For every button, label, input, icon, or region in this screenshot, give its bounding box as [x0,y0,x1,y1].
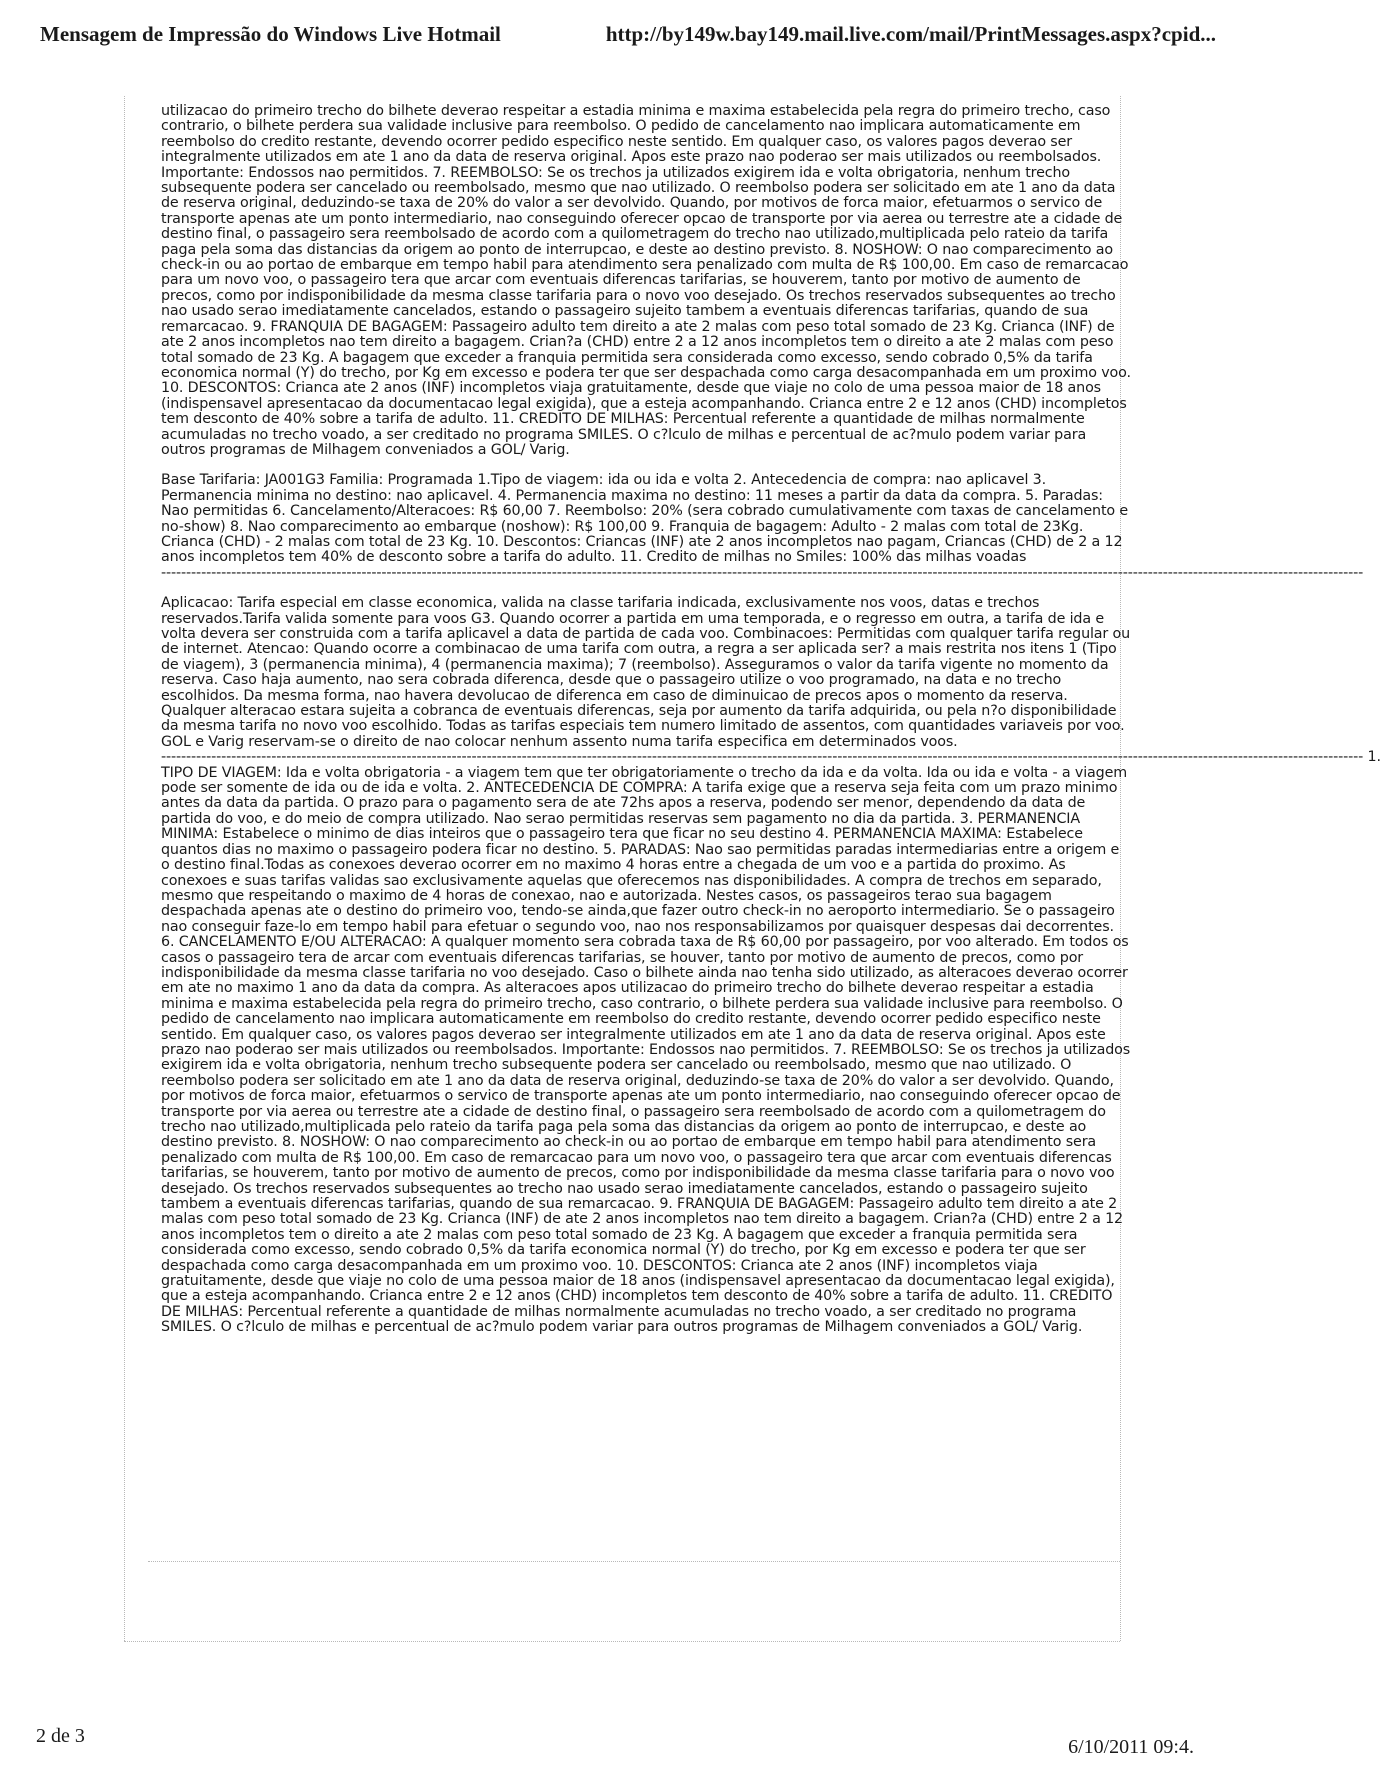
fare-application-text: Aplicacao: Tarifa especial em classe economica, valida na classe tarifaria indicada, exclusivamente nos voos, datas e trechos reservados.Tarifa valida somente para voos G3. Quando ocorrer a partida em uma temporada, e o regresso em outra, a tarifa de ida e volta devera ser construida com a tarifa aplicavel a data de partida de cada voo. Combinacoes: Permitidas com qualquer tarifa regular ou de internet. Atencao: Quando ocorre a combinacao de uma tarifa com outra, a regra a ser aplicada ser? a mais restrita nos itens 1 (Tipo de viagem), 3 (permanencia minima), 4 (permanencia maxima); 7 (reembolso). Asseguramos o valor da tarifa vigente no momento da reserva. Caso haja aumento, nao sera cobrada diferenca, desde que o passageiro utilize o voo programado, na data e no trecho escolhidos. Da mesma forma, nao havera devolucao de diferenca em caso de diminuicao de precos apos o momento da reserva. Qualquer alteracao estara sujeita a cobranca de eventuais diferencas, seja por aumento da tarifa adquirida, ou pela n?o disponibilidade da mesma tarifa no novo voo escolhido. Todas as tarifas especiais tem numero limitado de assentos, com quantidades variaveis por voo. GOL e Varig reservam-se o direito de nao colocar nenhum assento numa tarifa especifica em determinados voos. [161,595,1131,750]
print-header-url: http://by149w.bay149.mail.live.com/mail/PrintMessages.aspx?cpid... [605,22,1216,46]
separator-line-numbered [161,749,1381,766]
message-body [161,103,1381,1336]
fare-rules-full-text: TIPO DE VIAGEM: Ida e volta obrigatoria - a viagem tem que ter obrigatoriamente o trecho da ida e da volta. Ida ou ida e volta - a viagem pode ser somente de ida ou de ida e volta. 2. ANTECEDENCIA DE COMPRA: A tarifa exige que a reserva seja feita com um prazo minimo antes da data da partida. O prazo para o pagamento sera de ate 72hs apos a reserva, podendo ser menor, dependendo da data de partida do voo, e do meio de compra utilizado. Nao serao permitidas reservas sem pagamento no dia da partida. 3. PERMANENCIA MINIMA: Estabelece o minimo de dias inteiros que o passageiro tera que ficar no seu destino 4. PERMANENCIA MAXIMA: Estabelece quantos dias no maximo o passageiro podera ficar no destino. 5. PARADAS: Nao sao permitidas paradas intermediarias entre a origem e o destino final.Todas as conexoes deverao ocorrer em no maximo 4 horas entre a chegada de um voo e a partida do proximo. As conexoes e suas tarifas validas sao exclusivamente aquelas que oferecemos nas disponibilidades. A compra de trechos em separado, mesmo que respeitando o maximo de 4 horas de conexao, nao e autorizada. Nestes casos, os passageiros terao sua bagagem despachada apenas ate o destino do primeiro voo, tendo-se ainda,que fazer outro check-in no aeroporto intermediario. Se o passageiro nao conseguir faze-lo em tempo habil para efetuar o segundo voo, nao nos responsabilizamos por quaisquer despesas dai decorrentes. 6. CANCELAMENTO E/OU ALTERACAO: A qualquer momento sera cobrada taxa de R$ 60,00 por passageiro, por voo alterado. Em todos os casos o passageiro tera de arcar com eventuais diferencas tarifarias, se houver, tanto por motivo de aumento de precos, como por indisponibilidade da mesma classe tarifaria no voo desejado. Caso o bilhete ainda nao tenha sido utilizado, as alteracoes deverao ocorrer em ate no maximo 1 ano da data da compra. As alteracoes apos utilizacao do primeiro trecho do bilhete deverao respeitar a estadia minima e maxima estabelecida pela regra do primeiro trecho, caso contrario, o bilhete perdera sua validade inclusive para reembolso. O pedido de cancelamento nao implicara automaticamente em reembolso do credito restante, devendo ocorrer pedido especifico neste sentido. Em qualquer caso, os valores pagos deverao ser integralmente utilizados em ate 1 ano da data de reserva original. Apos este prazo nao poderao ser mais utilizados ou reembolsados. Importante: Endossos nao permitidos. 7. REEMBOLSO: Se os trechos ja utilizados exigirem ida e volta obrigatoria, nenhum trecho subsequente podera ser cancelado ou reembolsado, mesmo que nao utilizado. O reembolso podera ser solicitado em ate 1 ano da data de reserva original, deduzindo-se taxa de 20% do valor a ser devolvido. Quando, por motivos de forca maior, efetuarmos o servico de transporte apenas ate um ponto intermediario, nao conseguindo oferecer opcao de transporte por via aerea ou terrestre ate a cidade de destino final, o passageiro sera reembolsado de acordo com a quilometragem do trecho nao utilizado,multiplicada pelo rateio da tarifa paga pela soma das distancias da origem ao ponto de interrupcao, e deste ao destino previsto. 8. NOSHOW: O nao comparecimento ao check-in ou ao portao de embarque em tempo habil para atendimento sera penalizado com multa de R$ 100,00. Em caso de remarcacao para um novo voo, o passageiro tera que arcar com eventuais diferencas tarifarias, se houverem, tanto por motivo de aumento de precos, como por indisponibilidade da mesma classe tarifaria para o novo voo desejado. Os trechos reservados subsequentes ao trecho nao usado serao imediatamente cancelados, estando o passageiro sujeito tambem a eventuais diferencas tarifarias, quando de sua remarcacao. 9. FRANQUIA DE BAGAGEM: Passageiro adulto tem direito a ate 2 malas com peso total somado de 23 Kg. Crianca (INF) de ate 2 anos incompletos nao tem direito a bagagem. Crian?a (CHD) entre 2 a 12 anos incompletos tem o direito a ate 2 malas com peso total somado de 23 Kg. A bagagem que exceder a franquia permitida sera considerada como excesso, sendo cobrado 0,5% da tarifa economica normal (Y) do trecho, por Kg em excesso e podera ter que ser despachada como carga desacompanhada em um proximo voo. 10. DESCONTOS: Crianca ate 2 anos (INF) incompletos viaja gratuitamente, desde que viaje no colo de uma pessoa maior de 18 anos (indispensavel apresentacao da documentacao legal exigida), que a esteja acompanhando. Crianca entre 2 e 12 anos (CHD) incompletos tem desconto de 40% sobre a tarifa de adulto. 11. CREDITO DE MILHAS: Percentual referente a quantidade de milhas normalmente acumuladas no trecho voado, a ser creditado no programa SMILES. O c?lculo de milhas e percentual de ac?mulo podem variar para outros programas de Milhagem conveniados a GOL/ Varig. [161,764,1131,1336]
fare-rules-continued: utilizacao do primeiro trecho do bilhete deverao respeitar a estadia minima e maxima estabelecida pela regra do primeiro trecho, caso contrario, o bilhete perdera sua validade inclusive para reembolso. O pedido de cancelamento nao implicara automaticamente em reembolso do credito restante, devendo ocorrer pedido especifico neste sentido. Em qualquer caso, os valores pagos deverao ser integralmente utilizados em ate 1 ano da data de reserva original. Apos este prazo nao poderao ser mais utilizados ou reembolsados. Importante: Endossos nao permitidos. 7. REEMBOLSO: Se os trechos ja utilizados exigirem ida e volta obrigatoria, nenhum trecho subsequente podera ser cancelado ou reembolsado, mesmo que nao utilizado. O reembolso podera ser solicitado em ate 1 ano da data de reserva original, deduzindo-se taxa de 20% do valor a ser devolvido. Quando, por motivos de forca maior, efetuarmos o servico de transporte apenas ate um ponto intermediario, nao conseguindo oferecer opcao de transporte por via aerea ou terrestre ate a cidade de destino final, o passageiro sera reembolsado de acordo com a quilometragem do trecho nao utilizado,multiplicada pelo rateio da tarifa paga pela soma das distancias da origem ao ponto de interrupcao, e deste ao destino previsto. 8. NOSHOW: O nao comparecimento ao check-in ou ao portao de embarque em tempo habil para atendimento sera penalizado com multa de R$ 100,00. Em caso de remarcacao para um novo voo, o passageiro tera que arcar com eventuais diferencas tarifarias, se houverem, tanto por motivo de aumento de precos, como por indisponibilidade da mesma classe tarifaria para o novo voo desejado. Os trechos reservados subsequentes ao trecho nao usado serao imediatamente cancelados, estando o passageiro sujeito tambem a eventuais diferencas tarifarias, quando de sua remarcacao. 9. FRANQUIA DE BAGAGEM: Passageiro adulto tem direito a ate 2 malas com peso total somado de 23 Kg. Crianca (INF) de ate 2 anos incompletos nao tem direito a bagagem. Crian?a (CHD) entre 2 a 12 anos incompletos tem o direito a ate 2 malas com peso total somado de 23 Kg. A bagagem que exceder a franquia permitida sera considerada como excesso, sendo cobrado 0,5% da tarifa economica normal (Y) do trecho, por Kg em excesso e podera ter que ser despachada como carga desacompanhada em um proximo voo. 10. DESCONTOS: Crianca ate 2 anos (INF) incompletos viaja gratuitamente, desde que viaje no colo de uma pessoa maior de 18 anos (indispensavel apresentacao da documentacao legal exigida), que a esteja acompanhando. Crianca entre 2 e 12 anos (CHD) incompletos tem desconto de 40% sobre a tarifa de adulto. 11. CREDITO DE MILHAS: Percentual referente a quantidade de milhas normalmente acumuladas no trecho voado, a ser creditado no programa SMILES. O c?lculo de milhas e percentual de ac?mulo podem variar para outros programas de Milhagem conveniados a GOL/ Varig. [161,103,1131,458]
message-frame-bottom [124,1641,1120,1642]
print-datetime: 6/10/2011 09:4. [1068,1736,1194,1758]
separator-dashes: ------------------------------------------------------------------------------------------------------------------------------------------------------------------------------------------------------------------------------------------------ [161,749,1364,766]
print-header-title: Mensagem de Impressão do Windows Live Hotmail [40,22,501,46]
page-number: 2 de 3 [36,1725,85,1747]
separator-line: ------------------------------------------------------------------------------------------------------------------------------------------------------------------------------------------------------------------------------------------------ [161,564,1364,581]
message-frame-divider [148,1561,1120,1562]
separator-suffix: 1. [1363,749,1381,766]
message-frame-left [124,96,125,1641]
fare-basis-summary: Base Tarifaria: JA001G3 Familia: Programada 1.Tipo de viagem: ida ou ida e volta 2. Antecedencia de compra: nao aplicavel 3. Permanencia minima no destino: nao aplicavel. 4. Permanencia maxima no destino: 11 meses a partir da data da compra. 5. Paradas: Nao permitidas 6. Cancelamento/Alteracoes: R$ 60,00 7. Reembolso: 20% (sera cobrado cumulativamente com taxas de cancelamento e no-show) 8. Nao comparecimento ao embarque (noshow): R$ 100,00 9. Franquia de bagagem: Adulto - 2 malas com total de 23Kg. Crianca (CHD) - 2 malas com total de 23 Kg. 10. Descontos: Criancas (INF) ate 2 anos incompletos nao pagam, Criancas (CHD) de 2 a 12 anos incompletos tem 40% de desconto sobre a tarifa do adulto. 11. Credito de milhas no Smiles: 100% das milhas voadas [161,472,1129,566]
